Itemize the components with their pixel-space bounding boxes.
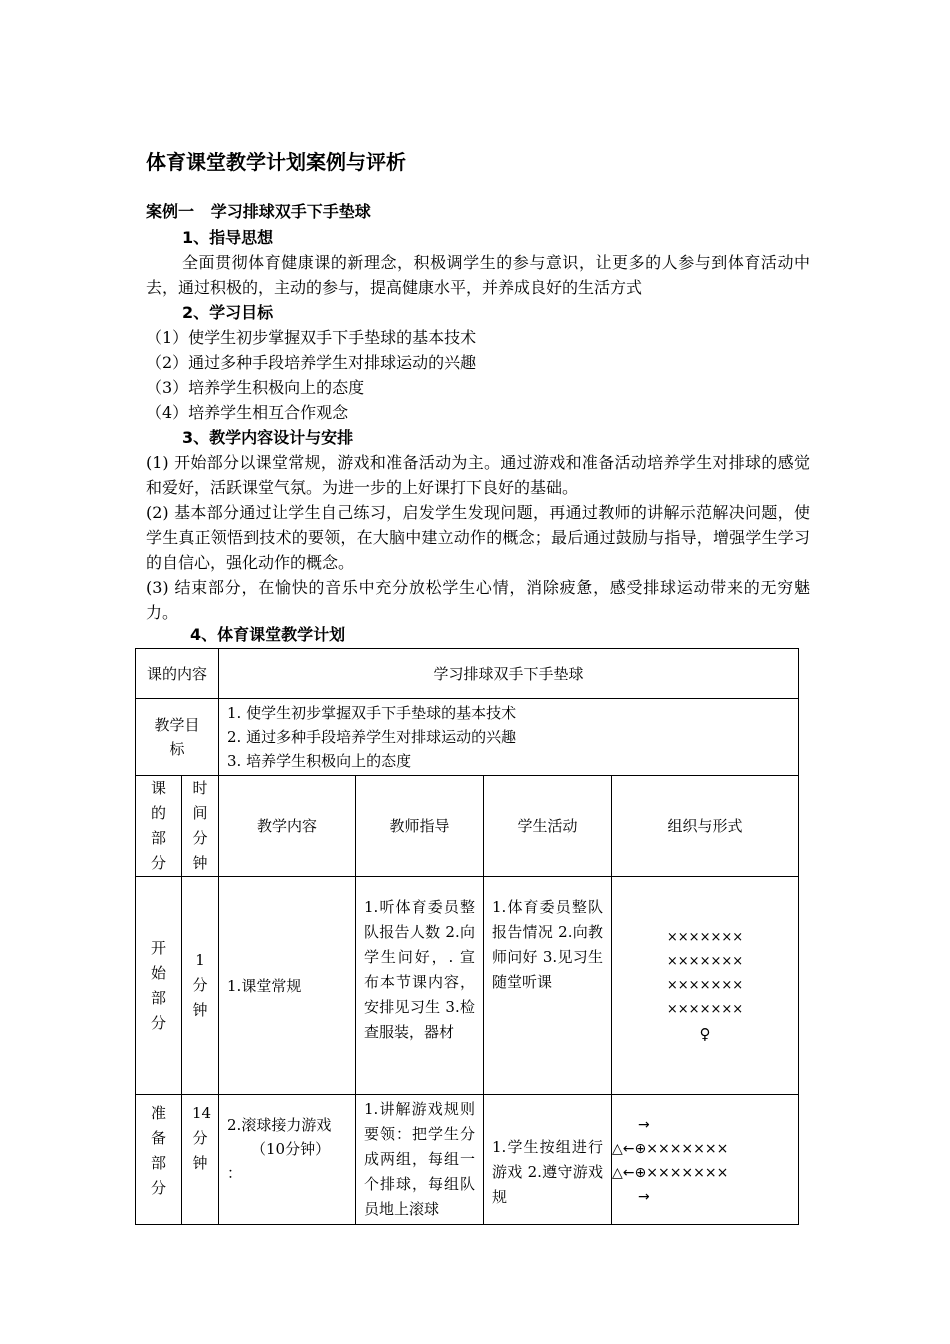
objective-item: 3. 培养学生积极向上的态度 (227, 752, 412, 770)
goal-item: （1）使学生初步掌握双手下手垫球的基本技术 (146, 328, 477, 347)
table-row (136, 699, 799, 776)
row-time: 14分钟 (182, 1095, 219, 1225)
row-part: 开始部分 (136, 877, 182, 1095)
row-content: 1.课堂常规 (219, 877, 356, 1095)
guiding-ideology-text: 全面贯彻体育健康课的新理念，积极调学生的参与意识，让更多的人参与到体育活动中去，通过积极的，主动的参与，提高健康水平，并养成良好的生活方式 (146, 253, 810, 297)
section-guiding-ideology (146, 225, 810, 300)
relay-diagram (612, 1095, 799, 1225)
arrow-right-icon: → (638, 1189, 650, 1205)
relay-line: △←⊕××××××× (612, 1165, 729, 1181)
objective-item: 2. 通过多种手段培养学生对排球运动的兴趣 (227, 728, 517, 746)
document-title: 体育课堂教学计划案例与评析 (146, 150, 406, 174)
formation-row: ××××××× (666, 929, 744, 945)
goal-item: （2）通过多种手段培养学生对排球运动的兴趣 (146, 353, 477, 372)
header-part: 课的部分 (136, 776, 182, 877)
lesson-plan-table (135, 648, 799, 1225)
goal-item: （3）培养学生积极向上的态度 (146, 378, 365, 397)
section-content-design (146, 425, 810, 625)
teacher-position-icon: ♀ (699, 1024, 711, 1043)
objective-item: 1. 使学生初步掌握双手下手垫球的基本技术 (227, 704, 517, 722)
table-row (136, 649, 799, 699)
row-time: 1分钟 (182, 877, 219, 1095)
relay-line: △←⊕××××××× (612, 1141, 729, 1157)
plan-heading: 4、体育课堂教学计划 (190, 625, 346, 644)
content-line: 2.滚球接力游戏 (227, 1116, 332, 1134)
content-line: （10分钟） (251, 1140, 331, 1158)
formation-row: ××××××× (666, 977, 744, 993)
header-form: 组织与形式 (612, 776, 799, 877)
design-paragraph: (3) 结束部分，在愉快的音乐中充分放松学生心情，消除疲惫，感受排球运动带来的无穷魅力。 (146, 578, 810, 622)
objective-label: 教学目标 (136, 699, 219, 776)
row-content (219, 1095, 356, 1225)
formation-row: ××××××× (666, 953, 744, 969)
row-teacher: 1.听体育委员整队报告人数 2.向学生问好，. 宣布本节课内容，安排见习生 3.检查服装，器材 (356, 877, 484, 1095)
row-teacher: 1.讲解游戏规则要领：把学生分成两组，每组一个排球，每组队员地上滚球 (356, 1095, 484, 1225)
formation-diagram (612, 877, 799, 1095)
content-label: 课的内容 (136, 649, 219, 699)
design-paragraph: (2) 基本部分通过让学生自己练习，启发学生发现问题，再通过教师的讲解示范解决问题，使学生真正领悟到技术的要领，在大脑中建立动作的概念；最后通过鼓励与指导，增强学生学习的自信心，强化动作的概念。 (146, 503, 810, 572)
arrow-right-icon: → (638, 1117, 650, 1133)
section-heading: 3、教学内容设计与安排 (182, 428, 354, 447)
content-line: ： (227, 1164, 243, 1182)
objective-list (219, 699, 799, 776)
header-content: 教学内容 (219, 776, 356, 877)
section-learning-goals (146, 300, 810, 425)
goal-item: （4）培养学生相互合作观念 (146, 403, 349, 422)
header-time: 时间分钟 (182, 776, 219, 877)
section-heading: 1、指导思想 (182, 228, 274, 247)
row-part: 准备部分 (136, 1095, 182, 1225)
design-paragraph: (1) 开始部分以课堂常规，游戏和准备活动为主。通过游戏和准备活动培养学生对排球的感觉和爱好，活跃课堂气氛。为进一步的上好课打下良好的基础。 (146, 453, 810, 497)
header-teacher: 教师指导 (356, 776, 484, 877)
table-header-row (136, 776, 799, 877)
case-title: 案例一 学习排球双手下手垫球 (146, 202, 371, 221)
row-student: 1.体育委员整队报告情况 2.向教师问好 3.见习生随堂听课 (484, 877, 612, 1095)
table-row (136, 877, 799, 1095)
content-value: 学习排球双手下手垫球 (219, 649, 799, 699)
formation-row: ××××××× (666, 1001, 744, 1017)
section-heading: 2、学习目标 (182, 303, 274, 322)
table-row (136, 1095, 799, 1225)
row-student: 1.学生按组进行游戏 2.遵守游戏规 (484, 1095, 612, 1225)
header-student: 学生活动 (484, 776, 612, 877)
